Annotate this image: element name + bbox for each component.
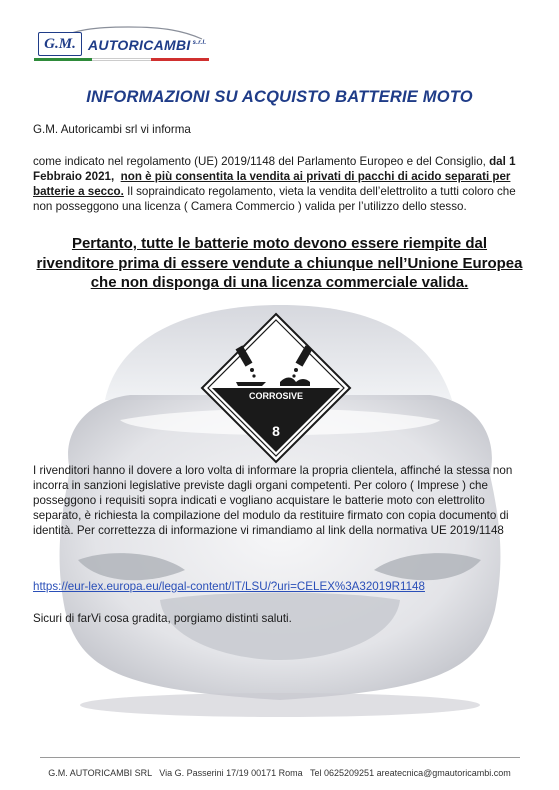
logo-stripe-red: [151, 58, 209, 61]
footer-divider: [40, 757, 520, 758]
hazard-label: CORROSIVE: [248, 391, 304, 401]
footer-contact: G.M. AUTORICAMBI SRL Via G. Passerini 17/19 00171 Roma Tel 0625209251 areatecnica@gmautoricambi.com: [48, 768, 511, 778]
logo-name-text: AUTORICAMBI: [88, 37, 191, 53]
effective-date: dal 1 Febbraio 2021,: [33, 155, 516, 183]
logo-name: [88, 37, 206, 53]
logo-stripe-white: [92, 58, 150, 61]
company-logo: [34, 26, 214, 66]
regulation-paragraph: [33, 154, 529, 214]
resellers-paragraph: I rivenditori hanno il dovere a loro volta di informare la propria clientela, affinché la stessa non incorra in sanzioni legislative previste dagli organi competenti. Per coloro ( Imprese ) che posseggono i requisiti sopra indicati e vogliano acquistare le batterie moto con elettrolito separato, è richiesta la compilazione del modulo da restituire firmato con copia documento di identità. Per correttezza di informazione vi rimandiamo al link della normativa UE 2019/1148: [33, 464, 513, 537]
regulation-text-part1: come indicato nel regolamento (UE) 2019/1148 del Parlamento Europeo e del Consiglio,: [33, 155, 490, 168]
document-title: INFORMAZIONI SU ACQUISTO BATTERIE MOTO: [86, 88, 473, 106]
warning-line-2: rivenditore prima di essere vendute a chiunque nell’Unione Europea: [36, 254, 523, 272]
intro-text: G.M. Autoricambi srl vi informa: [33, 123, 191, 136]
logo-suffix: s.r.l.: [192, 40, 207, 47]
warning-line-1: Pertanto, tutte le batterie moto devono essere riempite dal: [71, 235, 488, 252]
logo-stripe-green: [34, 58, 92, 61]
logo-initials: G.M.: [38, 32, 82, 56]
logo-stripe: [34, 58, 209, 61]
eur-lex-link[interactable]: https://eur-lex.europa.eu/legal-content/IT/LSU/?uri=CELEX%3A32019R1148: [33, 580, 425, 593]
warning-line-3: che non disponga di una licenza commerciale valida.: [90, 274, 469, 291]
regulation-text-part2: Il sopraindicato regolamento, vieta la vendita dell’elettrolito a tutti coloro che non posseggono una licenza ( Camera Commercio ) valida per l’utilizzo dello stesso.: [33, 185, 516, 213]
warning-statement: [20, 234, 539, 293]
closing-text: Sicuri di farVi cosa gradita, porgiamo distinti saluti.: [33, 612, 292, 625]
prohibition-statement: non è più consentita la vendita ai privati di pacchi di acido separati per batterie a secco.: [33, 170, 511, 198]
corrosive-hazard-sign: [200, 312, 352, 464]
hazard-class-number: 8: [272, 423, 280, 439]
